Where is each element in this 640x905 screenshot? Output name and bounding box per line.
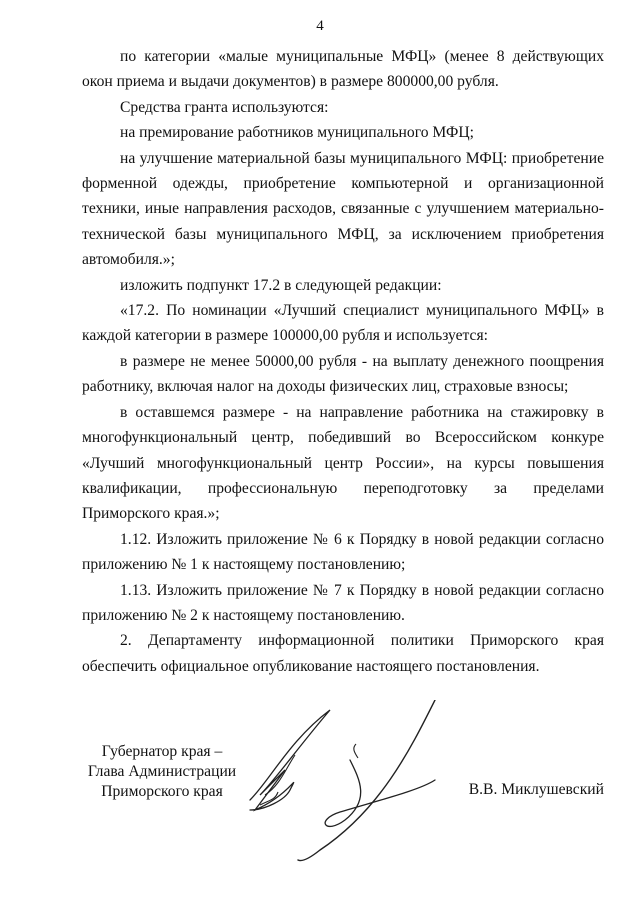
paragraph-8: в оставшемся размере - на направление работника на стажировку в многофункциональный центр, победивший во Всероссийском конкуре «Лучший многофункциональный центр России», на курсы повышения квалификации, профессиональную переподготовку за пределами Приморского края.»; [82, 403, 604, 523]
paragraph-7: в размере не менее 50000,00 рубля - на выплату денежного поощрения работнику, включая налог на доходы физических лиц, страховые взносы; [82, 352, 604, 396]
handwritten-signature [230, 700, 480, 880]
paragraph-4: на улучшение материальной базы муниципального МФЦ: приобретение форменной одежды, приобретение компьютерной и организационной техники, иные направления расходов, связанные с улучшением материально-технической базы муниципального МФЦ, за исключением приобретения автомобиля.»; [82, 149, 604, 269]
paragraph-3: на премирование работников муниципального МФЦ; [120, 124, 474, 142]
paragraph-2: Средства гранта используются: [120, 98, 329, 116]
signatory-title-line-1: Губернатор края – [101, 743, 223, 760]
paragraph-6: «17.2. По номинации «Лучший специалист муниципального МФЦ» в каждой категории в размере 100000,00 рубля и используется: [82, 302, 604, 345]
signatory-title-line-3: Приморского края [101, 783, 223, 800]
document-body [82, 44, 604, 679]
paragraph-9: 1.12. Изложить приложение № 6 к Порядку в новой редакции согласно приложению № 1 к настоящему постановлению; [82, 530, 604, 574]
paragraph-11: 2. Департаменту информационной политики Приморского края обеспечить официальное опубликование настоящего постановления. [82, 632, 604, 675]
signatory-name: В.В. Миклушевский [468, 781, 604, 798]
signatory-title [82, 742, 242, 802]
paragraph-1: по категории «малые муниципальные МФЦ» (менее 8 действующих окон приема и выдачи документов) в размере 800000,00 рубля. [82, 48, 604, 91]
paragraph-5: изложить подпункт 17.2 в следующей редакции: [120, 276, 442, 294]
signatory-title-line-2: Глава Администрации [87, 763, 237, 780]
paragraph-10: 1.13. Изложить приложение № 7 к Порядку в новой редакции согласно приложению № 2 к настоящему постановлению. [82, 581, 604, 624]
page-number: 4 [316, 18, 324, 34]
